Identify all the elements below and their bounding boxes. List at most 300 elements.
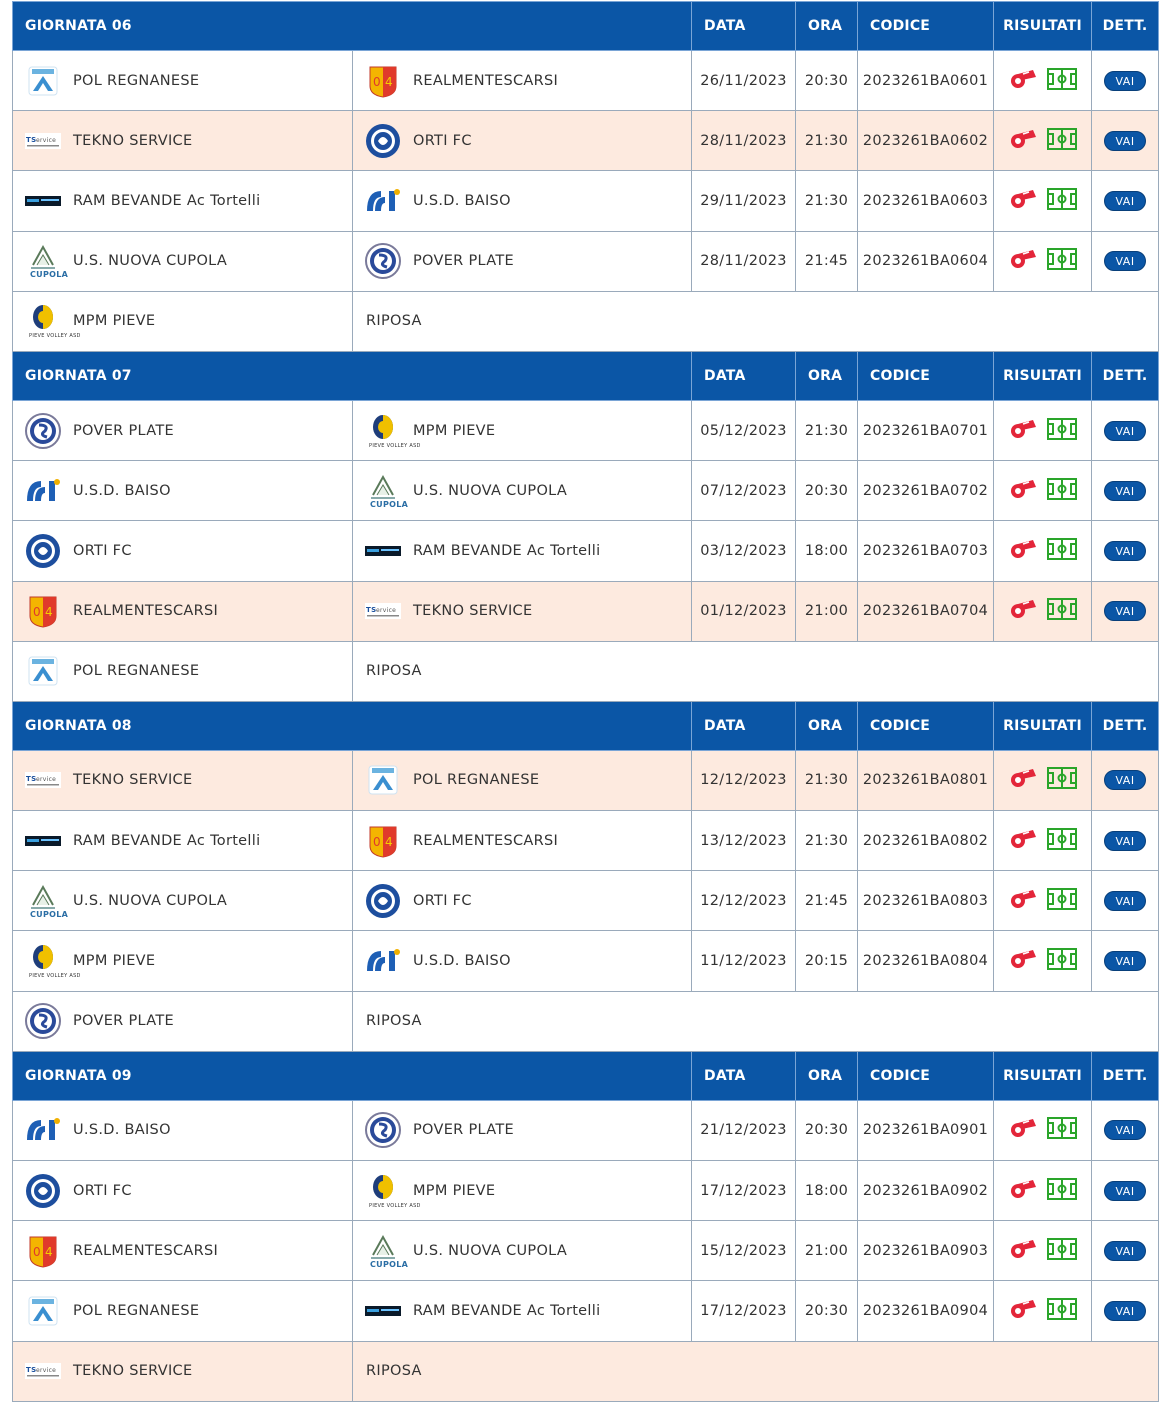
whistle-icon[interactable] — [1009, 68, 1037, 94]
results-icons — [994, 948, 1091, 974]
team-name: MPM PIEVE — [73, 953, 156, 970]
vai-button[interactable]: VAI — [1104, 951, 1146, 971]
results-icons — [994, 598, 1091, 624]
ram-logo-icon — [365, 533, 401, 569]
vai-button[interactable]: VAI — [1104, 541, 1146, 561]
home-team — [25, 943, 352, 979]
results-cell — [994, 1100, 1092, 1160]
home-team-cell — [13, 871, 353, 931]
calendar-table — [12, 1, 1159, 1402]
results-cell — [994, 871, 1092, 931]
results-cell — [994, 750, 1092, 810]
rest-row — [13, 1341, 1159, 1401]
match-code: 2023261BA0704 — [858, 581, 994, 641]
svg-text:0: 0 — [373, 834, 381, 849]
vai-button[interactable]: VAI — [1104, 251, 1146, 271]
match-row — [13, 1281, 1159, 1341]
team-name: TEKNO SERVICE — [73, 772, 193, 789]
whistle-icon[interactable] — [1009, 1178, 1037, 1204]
results-icons — [994, 538, 1091, 564]
column-header-data: DATA — [692, 2, 796, 51]
away-team — [365, 413, 691, 449]
away-team — [365, 63, 691, 99]
match-date: 15/12/2023 — [692, 1221, 796, 1281]
match-row — [13, 400, 1159, 460]
match-date: 12/12/2023 — [692, 871, 796, 931]
match-date: 26/11/2023 — [692, 51, 796, 111]
home-team — [25, 823, 352, 859]
pitch-icon[interactable] — [1047, 68, 1077, 94]
away-team — [365, 473, 691, 509]
details-cell — [1092, 231, 1159, 291]
pitch-icon[interactable] — [1047, 188, 1077, 214]
match-time: 20:30 — [796, 461, 858, 521]
away-team-cell — [353, 1281, 692, 1341]
regnanese-logo-icon — [25, 63, 61, 99]
pitch-icon[interactable] — [1047, 1238, 1077, 1264]
baiso-logo-icon — [365, 183, 401, 219]
home-team-cell — [13, 171, 353, 231]
vai-button[interactable]: VAI — [1104, 770, 1146, 790]
column-header-codice: CODICE — [858, 2, 994, 51]
cupola-logo-icon — [25, 243, 69, 280]
match-code: 2023261BA0803 — [858, 871, 994, 931]
home-team-cell — [13, 51, 353, 111]
svg-text:0: 0 — [33, 1244, 41, 1259]
whistle-icon[interactable] — [1009, 767, 1037, 793]
match-time: 20:30 — [796, 1100, 858, 1160]
vai-button[interactable]: VAI — [1104, 1120, 1146, 1140]
team-name: MPM PIEVE — [73, 313, 156, 330]
away-team-cell — [353, 811, 692, 871]
tekno-logo-icon — [25, 762, 61, 798]
away-team-cell — [353, 1161, 692, 1221]
results-cell — [994, 931, 1092, 991]
match-code: 2023261BA0602 — [858, 111, 994, 171]
team-name: REALMENTESCARSI — [413, 832, 559, 849]
away-team-cell — [353, 400, 692, 460]
away-team — [365, 1293, 691, 1329]
vai-button[interactable]: VAI — [1104, 481, 1146, 501]
pitch-icon[interactable] — [1047, 767, 1077, 793]
mpm-logo-icon — [365, 1173, 421, 1209]
results-icons — [994, 1238, 1091, 1264]
round-title: GIORNATA 09 — [13, 1051, 692, 1100]
column-header-ora: ORA — [796, 701, 858, 750]
away-team-cell — [353, 1221, 692, 1281]
whistle-icon[interactable] — [1009, 538, 1037, 564]
svg-text:ervice: ervice — [36, 1367, 57, 1375]
home-team-cell — [13, 811, 353, 871]
whistle-icon[interactable] — [1009, 1117, 1037, 1143]
details-cell — [1092, 400, 1159, 460]
baiso-logo-icon — [365, 943, 401, 979]
away-team-cell — [353, 171, 692, 231]
column-header-data: DATA — [692, 351, 796, 400]
away-team-cell — [353, 521, 692, 581]
home-team — [25, 1173, 352, 1209]
home-team — [25, 473, 352, 509]
match-code: 2023261BA0904 — [858, 1281, 994, 1341]
match-row — [13, 231, 1159, 291]
away-team — [365, 823, 691, 859]
match-code: 2023261BA0601 — [858, 51, 994, 111]
pover-logo-icon — [25, 1003, 61, 1039]
rest-team-cell — [13, 291, 353, 351]
match-date: 17/12/2023 — [692, 1161, 796, 1221]
results-cell — [994, 171, 1092, 231]
away-team — [365, 762, 691, 798]
results-icons — [994, 1298, 1091, 1324]
calendar-container — [12, 1, 1158, 1402]
match-time: 18:00 — [796, 1161, 858, 1221]
team-name: POVER PLATE — [413, 1122, 514, 1139]
results-icons — [994, 828, 1091, 854]
svg-text:CUPOLA: CUPOLA — [370, 499, 409, 509]
match-date: 07/12/2023 — [692, 461, 796, 521]
match-date: 28/11/2023 — [692, 111, 796, 171]
results-cell — [994, 111, 1092, 171]
column-header-data: DATA — [692, 1051, 796, 1100]
column-header-risultati: RISULTATI — [994, 1051, 1092, 1100]
match-code: 2023261BA0603 — [858, 171, 994, 231]
home-team — [25, 63, 352, 99]
home-team — [25, 123, 352, 159]
whistle-icon[interactable] — [1009, 248, 1037, 274]
riposa-label: RIPOSA — [353, 641, 1159, 701]
match-row — [13, 1221, 1159, 1281]
column-header-codice: CODICE — [858, 351, 994, 400]
round-header — [13, 1051, 1159, 1100]
column-header-data: DATA — [692, 701, 796, 750]
results-cell — [994, 51, 1092, 111]
match-time: 21:45 — [796, 871, 858, 931]
team-name: ORTI FC — [413, 892, 472, 909]
realmente-logo-icon — [25, 1233, 61, 1269]
riposa-label: RIPOSA — [353, 1341, 1159, 1401]
results-cell — [994, 581, 1092, 641]
vai-button[interactable]: VAI — [1104, 831, 1146, 851]
team-name: POL REGNANESE — [413, 772, 540, 789]
vai-button[interactable]: VAI — [1104, 1301, 1146, 1321]
results-cell — [994, 1221, 1092, 1281]
match-row — [13, 111, 1159, 171]
orti-logo-icon — [25, 533, 61, 569]
team-name: TEKNO SERVICE — [73, 132, 193, 149]
details-cell — [1092, 461, 1159, 521]
cupola-logo-icon — [25, 883, 69, 919]
results-icons — [994, 888, 1091, 914]
home-team-cell — [13, 1281, 353, 1341]
orti-logo-icon — [365, 883, 401, 919]
round-title: GIORNATA 08 — [13, 701, 692, 750]
whistle-icon[interactable] — [1009, 948, 1037, 974]
svg-text:TS: TS — [366, 606, 377, 615]
match-code: 2023261BA0702 — [858, 461, 994, 521]
rest-row — [13, 991, 1159, 1051]
match-time: 20:30 — [796, 51, 858, 111]
results-icons — [994, 478, 1091, 504]
match-time: 21:30 — [796, 111, 858, 171]
home-team — [25, 883, 352, 919]
rest-row — [13, 641, 1159, 701]
details-cell — [1092, 1161, 1159, 1221]
match-row — [13, 521, 1159, 581]
column-header-dett: DETT. — [1092, 2, 1159, 51]
match-code: 2023261BA0802 — [858, 811, 994, 871]
svg-text:TS: TS — [26, 135, 37, 144]
match-code: 2023261BA0902 — [858, 1161, 994, 1221]
rest-row — [13, 291, 1159, 351]
pover-logo-icon — [365, 243, 401, 279]
team-name: U.S.D. BAISO — [73, 1122, 171, 1139]
away-team-cell — [353, 1100, 692, 1160]
pitch-icon[interactable] — [1047, 128, 1077, 154]
match-date: 01/12/2023 — [692, 581, 796, 641]
whistle-icon[interactable] — [1009, 128, 1037, 154]
whistle-icon[interactable] — [1009, 1298, 1037, 1324]
match-time: 21:30 — [796, 400, 858, 460]
match-date: 21/12/2023 — [692, 1100, 796, 1160]
cupola-logo-icon — [365, 1233, 409, 1269]
match-time: 21:45 — [796, 231, 858, 291]
column-header-dett: DETT. — [1092, 351, 1159, 400]
riposa-label: RIPOSA — [353, 991, 1159, 1051]
match-code: 2023261BA0901 — [858, 1100, 994, 1160]
mpm-logo-icon — [25, 303, 81, 340]
details-cell — [1092, 581, 1159, 641]
round-header — [13, 2, 1159, 51]
team-name: REALMENTESCARSI — [413, 72, 559, 89]
column-header-codice: CODICE — [858, 1051, 994, 1100]
team-name: U.S.D. BAISO — [413, 192, 511, 209]
away-team — [365, 123, 691, 159]
team-name: U.S. NUOVA CUPOLA — [73, 253, 228, 270]
details-cell — [1092, 521, 1159, 581]
match-time: 21:30 — [796, 750, 858, 810]
rest-team-cell — [13, 641, 353, 701]
match-code: 2023261BA0701 — [858, 400, 994, 460]
details-cell — [1092, 111, 1159, 171]
home-team-cell — [13, 750, 353, 810]
round-title: GIORNATA 07 — [13, 351, 692, 400]
team-name: RAM BEVANDE Ac Tortelli — [413, 542, 601, 559]
results-cell — [994, 400, 1092, 460]
whistle-icon[interactable] — [1009, 478, 1037, 504]
column-header-risultati: RISULTATI — [994, 2, 1092, 51]
rest-team-cell — [13, 1341, 353, 1401]
whistle-icon[interactable] — [1009, 888, 1037, 914]
vai-button[interactable]: VAI — [1104, 191, 1146, 211]
team-name: ORTI FC — [73, 1182, 132, 1199]
away-team — [365, 1173, 691, 1209]
results-icons — [994, 128, 1091, 154]
pitch-icon[interactable] — [1047, 948, 1077, 974]
pitch-icon[interactable] — [1047, 478, 1077, 504]
svg-text:0: 0 — [33, 605, 41, 620]
vai-button[interactable]: VAI — [1104, 1241, 1146, 1261]
match-date: 29/11/2023 — [692, 171, 796, 231]
realmente-logo-icon — [365, 823, 401, 859]
home-team — [25, 1293, 352, 1329]
team-name: RAM BEVANDE Ac Tortelli — [413, 1302, 601, 1319]
regnanese-logo-icon — [25, 1293, 61, 1329]
match-date: 12/12/2023 — [692, 750, 796, 810]
pitch-icon[interactable] — [1047, 248, 1077, 274]
home-team-cell — [13, 521, 353, 581]
match-time: 21:00 — [796, 581, 858, 641]
away-team — [365, 943, 691, 979]
rest-team — [25, 1353, 352, 1389]
column-header-ora: ORA — [796, 351, 858, 400]
pover-logo-icon — [25, 413, 61, 449]
tekno-logo-icon — [25, 1353, 61, 1389]
away-team-cell — [353, 111, 692, 171]
ram-logo-icon — [25, 183, 61, 219]
vai-button[interactable]: VAI — [1104, 601, 1146, 621]
baiso-logo-icon — [25, 1112, 61, 1148]
tekno-logo-icon — [365, 593, 401, 629]
away-team-cell — [353, 871, 692, 931]
column-header-risultati: RISULTATI — [994, 351, 1092, 400]
pitch-icon[interactable] — [1047, 1117, 1077, 1143]
ram-logo-icon — [25, 823, 61, 859]
svg-text:ervice: ervice — [376, 607, 397, 615]
match-code: 2023261BA0903 — [858, 1221, 994, 1281]
match-row — [13, 581, 1159, 641]
match-date: 03/12/2023 — [692, 521, 796, 581]
mpm-logo-icon — [365, 413, 421, 449]
pitch-icon[interactable] — [1047, 828, 1077, 854]
svg-text:TS: TS — [26, 1366, 37, 1375]
match-date: 28/11/2023 — [692, 231, 796, 291]
results-cell — [994, 461, 1092, 521]
away-team — [365, 243, 691, 279]
away-team-cell — [353, 51, 692, 111]
orti-logo-icon — [365, 123, 401, 159]
results-cell — [994, 231, 1092, 291]
pover-logo-icon — [365, 1112, 401, 1148]
whistle-icon[interactable] — [1009, 418, 1037, 444]
match-time: 21:00 — [796, 1221, 858, 1281]
round-header — [13, 701, 1159, 750]
details-cell — [1092, 1100, 1159, 1160]
riposa-label: RIPOSA — [353, 291, 1159, 351]
home-team — [25, 593, 352, 629]
vai-button[interactable]: VAI — [1104, 131, 1146, 151]
home-team-cell — [13, 1100, 353, 1160]
home-team — [25, 762, 352, 798]
away-team-cell — [353, 750, 692, 810]
match-date: 13/12/2023 — [692, 811, 796, 871]
column-header-dett: DETT. — [1092, 1051, 1159, 1100]
team-name: MPM PIEVE — [413, 1182, 496, 1199]
match-row — [13, 1161, 1159, 1221]
baiso-logo-icon — [25, 473, 61, 509]
vai-button[interactable]: VAI — [1104, 421, 1146, 441]
match-row — [13, 1100, 1159, 1160]
match-time: 18:00 — [796, 521, 858, 581]
results-cell — [994, 811, 1092, 871]
details-cell — [1092, 51, 1159, 111]
details-cell — [1092, 931, 1159, 991]
svg-text:4: 4 — [385, 74, 393, 89]
match-row — [13, 811, 1159, 871]
pitch-icon[interactable] — [1047, 598, 1077, 624]
away-team — [365, 883, 691, 919]
match-row — [13, 51, 1159, 111]
away-team — [365, 1112, 691, 1148]
rest-team-cell — [13, 991, 353, 1051]
home-team — [25, 183, 352, 219]
results-cell — [994, 1161, 1092, 1221]
whistle-icon[interactable] — [1009, 1238, 1037, 1264]
tekno-logo-icon — [25, 123, 61, 159]
home-team — [25, 243, 352, 279]
match-time: 21:30 — [796, 171, 858, 231]
details-cell — [1092, 1221, 1159, 1281]
vai-button[interactable]: VAI — [1104, 1181, 1146, 1201]
results-icons — [994, 68, 1091, 94]
whistle-icon[interactable] — [1009, 598, 1037, 624]
round-header — [13, 351, 1159, 400]
rest-team — [25, 303, 352, 339]
pitch-icon[interactable] — [1047, 1178, 1077, 1204]
home-team-cell — [13, 931, 353, 991]
ram-logo-icon — [365, 1293, 401, 1329]
home-team-cell — [13, 111, 353, 171]
match-row — [13, 171, 1159, 231]
svg-text:4: 4 — [385, 834, 393, 849]
pitch-icon[interactable] — [1047, 888, 1077, 914]
team-name: U.S.D. BAISO — [73, 482, 171, 499]
column-header-ora: ORA — [796, 2, 858, 51]
team-name: U.S. NUOVA CUPOLA — [413, 1242, 568, 1259]
svg-text:PIEVE VOLLEY ASD: PIEVE VOLLEY ASD — [369, 442, 421, 449]
column-header-risultati: RISULTATI — [994, 701, 1092, 750]
pitch-icon[interactable] — [1047, 418, 1077, 444]
home-team — [25, 413, 352, 449]
team-name: U.S.D. BAISO — [413, 953, 511, 970]
match-time: 20:30 — [796, 1281, 858, 1341]
svg-text:4: 4 — [45, 1244, 53, 1259]
vai-button[interactable]: VAI — [1104, 891, 1146, 911]
svg-text:PIEVE VOLLEY ASD: PIEVE VOLLEY ASD — [369, 1202, 421, 1209]
svg-text:PIEVE VOLLEY ASD: PIEVE VOLLEY ASD — [29, 333, 81, 340]
rest-team — [25, 653, 352, 689]
vai-button[interactable]: VAI — [1104, 71, 1146, 91]
results-cell — [994, 1281, 1092, 1341]
team-name: U.S. NUOVA CUPOLA — [73, 892, 228, 909]
pitch-icon[interactable] — [1047, 1298, 1077, 1324]
whistle-icon[interactable] — [1009, 828, 1037, 854]
column-header-codice: CODICE — [858, 701, 994, 750]
match-time: 20:15 — [796, 931, 858, 991]
regnanese-logo-icon — [365, 762, 401, 798]
mpm-logo-icon — [25, 943, 81, 980]
away-team — [365, 593, 691, 629]
svg-text:0: 0 — [373, 74, 381, 89]
details-cell — [1092, 1281, 1159, 1341]
match-time: 21:30 — [796, 811, 858, 871]
svg-text:ervice: ervice — [36, 776, 57, 784]
svg-text:PIEVE VOLLEY ASD: PIEVE VOLLEY ASD — [29, 973, 81, 980]
whistle-icon[interactable] — [1009, 188, 1037, 214]
home-team-cell — [13, 461, 353, 521]
team-name: TEKNO SERVICE — [73, 1363, 193, 1380]
results-icons — [994, 418, 1091, 444]
pitch-icon[interactable] — [1047, 538, 1077, 564]
